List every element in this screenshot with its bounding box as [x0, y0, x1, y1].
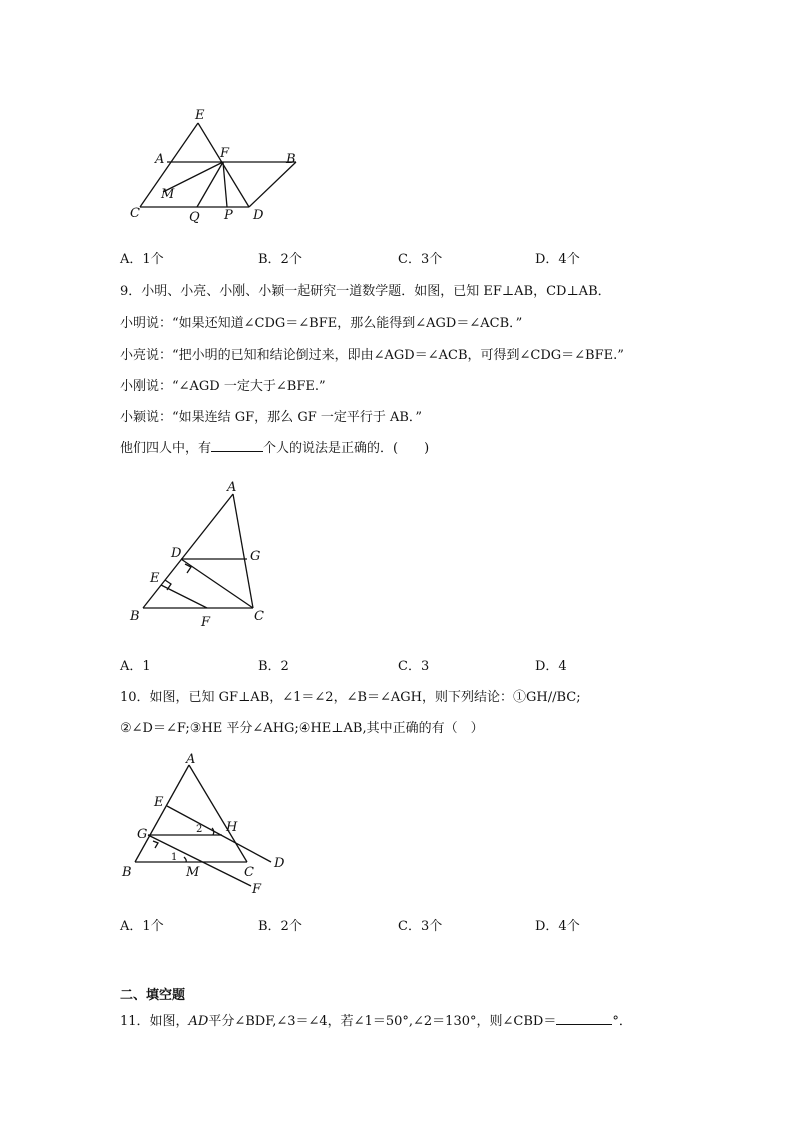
- angle-mark-1: [184, 857, 186, 862]
- label-e: E: [154, 795, 164, 810]
- label-d: D: [171, 546, 182, 561]
- q9-xiaoliang: 小亮说：“把小明的已知和结论倒过来，即由∠AGD＝∠ACB，可得到∠CDG＝∠BFE.”: [120, 348, 624, 363]
- line-b-d: [249, 162, 296, 207]
- q9-xiaoying: 小颖说：“如果连结 GF，那么 GF 一定平行于 AB．”: [120, 410, 423, 425]
- q9-xiaoming: 小明说：“如果还知道∠CDG＝∠BFE，那么能得到∠AGD＝∠ACB．”: [120, 316, 523, 331]
- label-b: B: [122, 865, 132, 880]
- q8-options: [120, 248, 720, 266]
- q8-option-a[interactable]: A．1个: [120, 252, 164, 267]
- label-f: F: [201, 615, 211, 630]
- label-g: G: [250, 549, 261, 564]
- label-q: Q: [189, 210, 200, 225]
- label-a: A: [186, 752, 196, 767]
- q8-option-b[interactable]: B．2个: [258, 252, 302, 267]
- label-d: D: [253, 208, 264, 223]
- label-e: E: [195, 108, 205, 123]
- q9-option-b[interactable]: B．2: [258, 659, 289, 674]
- q10-line1: 10．如图，已知 GF⊥AB，∠1＝∠2，∠B＝∠AGH，则下列结论：①GH//BC;: [120, 690, 581, 705]
- label-a: A: [227, 480, 237, 495]
- q8-option-c[interactable]: C．3个: [398, 252, 443, 267]
- label-f: F: [252, 882, 262, 897]
- label-c: C: [244, 865, 254, 880]
- q9-option-c[interactable]: C．3: [398, 659, 430, 674]
- right-angle-e: [165, 580, 171, 590]
- line-a-c: [189, 765, 247, 862]
- q9-question-pre: 他们四人中，有: [120, 441, 212, 456]
- q11-post: °．: [612, 1014, 632, 1029]
- figure-parallelogram: [120, 100, 320, 230]
- label-b: B: [130, 609, 140, 624]
- q10-options: [120, 915, 720, 933]
- q9-option-d[interactable]: D．4: [535, 659, 567, 674]
- label-angle-2: 2: [196, 824, 203, 835]
- label-d: D: [274, 856, 285, 871]
- q9-question-post: 个人的说法是正确的．( ): [263, 441, 430, 456]
- q11-text: [120, 1010, 632, 1029]
- q10-line2: ②∠D＝∠F;③HE 平分∠AHG;④HE⊥AB,其中正确的有（ ）: [120, 721, 484, 736]
- label-m: M: [186, 865, 200, 880]
- q9-stem: 9．小明、小亮、小刚、小颖一起研究一道数学题．如图，已知 EF⊥AB，CD⊥AB．: [120, 284, 611, 299]
- q11-mid: 平分∠BDF,∠3＝∠4，若∠1＝50°,∠2＝130°，则∠CBD＝: [208, 1014, 557, 1029]
- q11-answer-blank[interactable]: [556, 1012, 612, 1025]
- q9-option-a[interactable]: A．1: [120, 659, 151, 674]
- figure-triangle-q10: [118, 750, 293, 900]
- label-b: B: [286, 152, 296, 167]
- q9-options: [120, 655, 720, 673]
- q10-option-a[interactable]: A．1个: [120, 919, 164, 934]
- label-a: A: [155, 152, 165, 167]
- right-angle-g: [153, 841, 158, 848]
- label-c: C: [254, 609, 264, 624]
- label-p: P: [224, 208, 233, 223]
- line-a-b: [143, 494, 233, 608]
- q9-question: [120, 437, 429, 456]
- q9-xiaogang: 小刚说：“∠AGD 一定大于∠BFE.”: [120, 379, 326, 394]
- q8-option-d[interactable]: D．4个: [535, 252, 580, 267]
- label-h: H: [226, 820, 238, 835]
- figure-triangle-q9: [125, 475, 275, 635]
- label-c: C: [130, 206, 140, 221]
- q10-option-c[interactable]: C．3个: [398, 919, 443, 934]
- q11-pre: 11．如图，: [120, 1014, 189, 1029]
- label-f: F: [220, 146, 230, 161]
- q11-ad: AD: [188, 1014, 209, 1029]
- label-angle-1: 1: [171, 852, 178, 863]
- label-e: E: [150, 571, 160, 586]
- section-fill-in-blank-heading: 二、填空题: [120, 988, 186, 1003]
- q10-option-b[interactable]: B．2个: [258, 919, 302, 934]
- angle-mark-2: [212, 828, 214, 835]
- q10-option-d[interactable]: D．4个: [535, 919, 580, 934]
- label-g: G: [137, 827, 148, 842]
- label-m: M: [161, 187, 175, 202]
- q9-answer-blank[interactable]: [211, 439, 263, 452]
